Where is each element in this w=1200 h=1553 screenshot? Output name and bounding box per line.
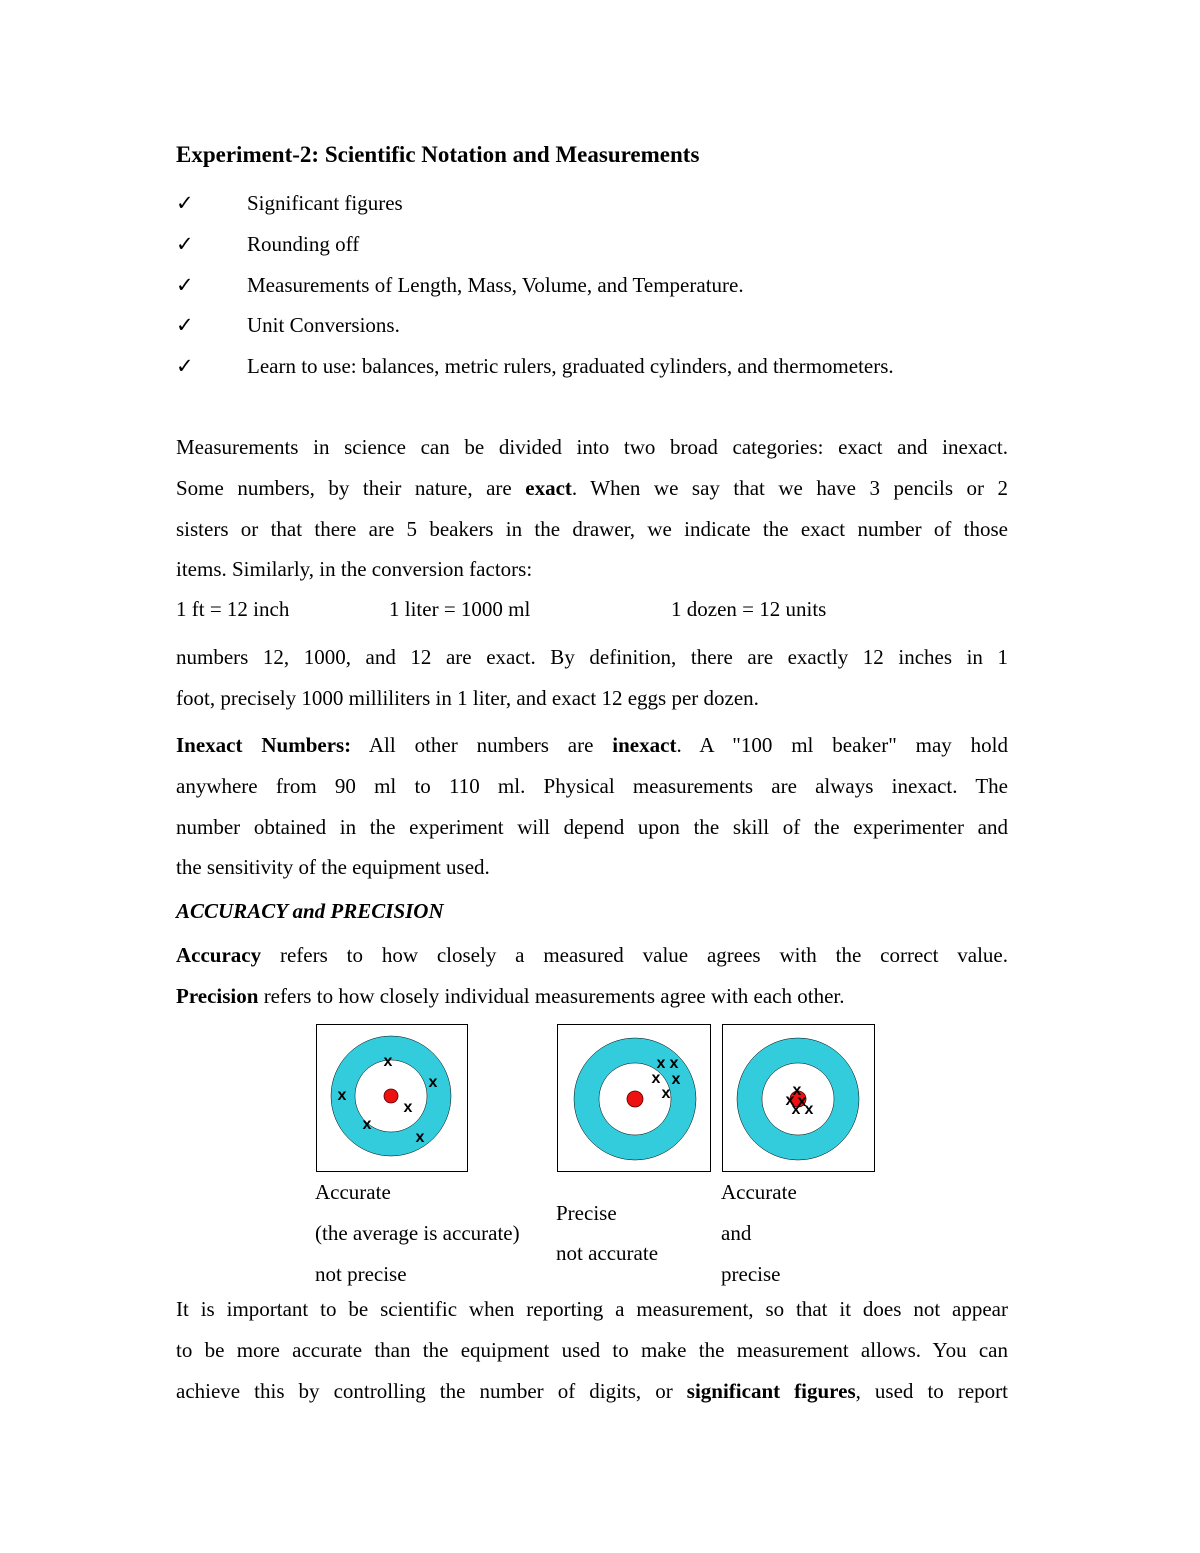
list-item-label: Measurements of Length, Mass, Volume, and Temperature. bbox=[247, 272, 744, 297]
list-item-label: Significant figures bbox=[247, 191, 403, 215]
exact-line-1: numbers 12, 1000, and 12 are exact. By definition, there are exactly 12 inches in 1 bbox=[176, 645, 1008, 669]
check-icon: ✓ bbox=[176, 354, 194, 379]
conversion-dozen: 1 dozen = 12 units bbox=[671, 597, 827, 621]
measurement-mark: x bbox=[415, 1129, 425, 1146]
measurement-mark: x bbox=[403, 1099, 413, 1116]
closing-line-3: achieve this by controlling the number of digits, or significant figures, used to report bbox=[176, 1378, 1008, 1403]
measurement-mark: x bbox=[797, 1093, 807, 1110]
measurement-mark: x bbox=[791, 1101, 801, 1118]
target-accurate-not-precise bbox=[316, 1024, 469, 1173]
measurement-mark: x bbox=[656, 1055, 666, 1072]
list-item-label: Unit Conversions. bbox=[247, 313, 400, 338]
accuracy-paragraph bbox=[176, 935, 1008, 1017]
measurement-mark: x bbox=[792, 1082, 802, 1099]
closing-line-2: to be more accurate than the equipment used to make the measurement allows. You can bbox=[176, 1337, 1008, 1362]
intro-line-1: Measurements in science can be divided into two broad categories: exact and inexact. bbox=[176, 435, 1008, 459]
measurement-mark: x bbox=[671, 1071, 681, 1088]
measurement-mark: x bbox=[362, 1116, 372, 1133]
closing-line-1: It is important to be scientific when reporting a measurement, so that it does not appear bbox=[176, 1297, 1008, 1321]
measurement-mark: x bbox=[383, 1053, 393, 1070]
check-icon: ✓ bbox=[176, 313, 194, 338]
list-item-label: Learn to use: balances, metric rulers, graduated cylinders, and thermometers. bbox=[247, 354, 894, 379]
check-icon: ✓ bbox=[176, 272, 194, 297]
measurement-mark: x bbox=[661, 1085, 671, 1102]
bullseye-dot bbox=[627, 1091, 643, 1107]
target-3-caption: Accurate and precise bbox=[721, 1180, 797, 1286]
inexact-line-3: number obtained in the experiment will depend upon the skill of the experimenter and bbox=[176, 814, 1008, 839]
exact-paragraph bbox=[176, 637, 1008, 719]
target-precise-not-accurate bbox=[557, 1024, 712, 1173]
accuracy-line-1: Accuracy refers to how closely a measured value agrees with the correct value. bbox=[176, 943, 1008, 967]
inexact-line-1: Inexact Numbers: All other numbers are inexact. A "100 ml beaker" may hold bbox=[176, 733, 1009, 757]
inexact-paragraph bbox=[176, 725, 1008, 888]
check-icon: ✓ bbox=[176, 191, 194, 215]
conversion-liter: 1 liter = 1000 ml bbox=[389, 597, 531, 621]
intro-paragraph bbox=[176, 427, 1008, 590]
intro-line-2: Some numbers, by their nature, are exact. When we say that we have 3 pencils or 2 bbox=[176, 475, 1008, 500]
inexact-line-2: anywhere from 90 ml to 110 ml. Physical measurements are always inexact. The bbox=[176, 773, 1008, 798]
exact-line-2: foot, precisely 1000 milliliters in 1 liter, and exact 12 eggs per dozen. bbox=[176, 685, 759, 710]
measurement-mark: x bbox=[428, 1074, 438, 1091]
closing-paragraph bbox=[176, 1289, 1008, 1411]
intro-line-3: sisters or that there are 5 beakers in the drawer, we indicate the exact number of those bbox=[176, 516, 1008, 541]
target-accurate-and-precise bbox=[722, 1024, 876, 1173]
accuracy-line-2: Precision refers to how closely individual measurements agree with each other. bbox=[176, 983, 845, 1008]
measurement-mark: x bbox=[337, 1087, 347, 1104]
page-title: Experiment-2: Scientific Notation and Measurements bbox=[176, 142, 700, 167]
check-icon: ✓ bbox=[176, 231, 194, 256]
intro-line-4: items. Similarly, in the conversion factors: bbox=[176, 557, 533, 582]
inexact-line-4: the sensitivity of the equipment used. bbox=[176, 855, 490, 880]
target-2-caption: Precise not accurate bbox=[556, 1201, 659, 1265]
conversion-ft: 1 ft = 12 inch bbox=[176, 597, 290, 621]
measurement-mark: x bbox=[651, 1070, 661, 1087]
bullseye-dot bbox=[384, 1089, 398, 1103]
list-item-label: Rounding off bbox=[247, 231, 360, 256]
target-1-caption: Accurate (the average is accurate) not precise bbox=[315, 1180, 520, 1286]
measurement-mark: x bbox=[669, 1055, 679, 1072]
accuracy-precision-heading: ACCURACY and PRECISION bbox=[176, 899, 444, 923]
measurement-mark: x bbox=[785, 1092, 795, 1109]
measurement-mark: x bbox=[804, 1101, 814, 1118]
